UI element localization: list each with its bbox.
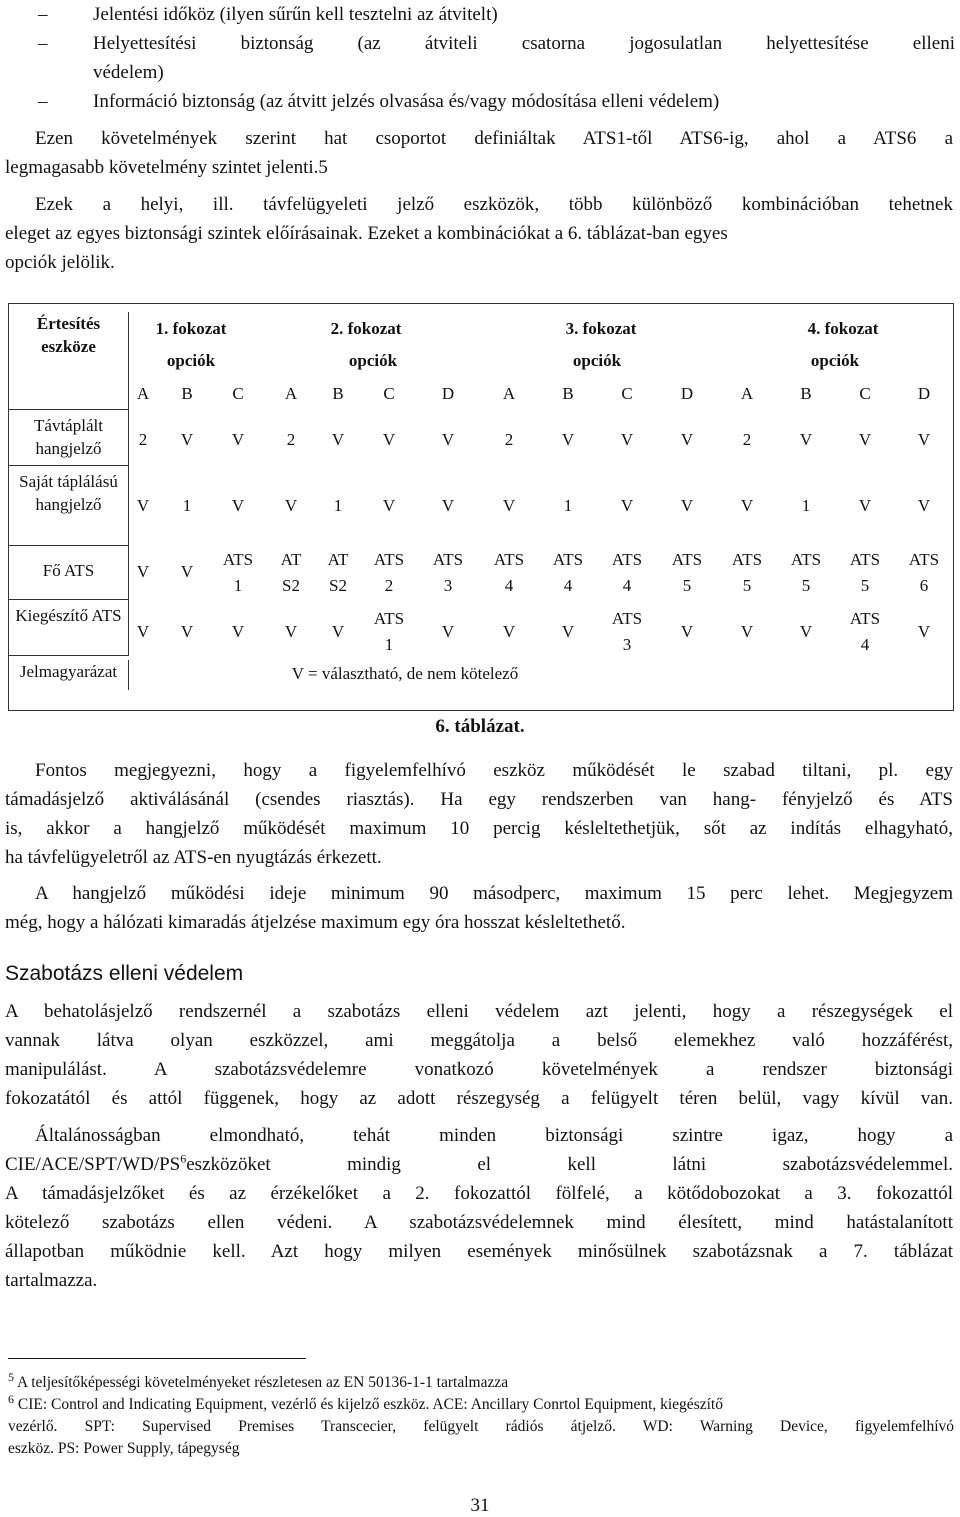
cell-own: V	[680, 496, 694, 515]
paragraph-line: eleget az egyes biztonsági szintek előírásainak. Ezeket a kombinációkat a 6. táblázat-ban egyes	[5, 223, 728, 244]
paragraph-line: még, hogy a hálózati kimaradás átjelzése maximum egy óra hosszat késleltethető.	[5, 912, 626, 933]
cell-aux: V	[331, 622, 345, 641]
cell-main: S2	[329, 576, 347, 595]
main-ats-label: Fő ATS	[9, 546, 129, 600]
cell-main: ATS	[552, 550, 584, 569]
paragraph-fragment: eszközöket mindig el kell látni szabotázsvédelemmel.	[186, 1154, 953, 1175]
cell-aux: V	[441, 622, 455, 641]
cell-own: V	[231, 496, 245, 515]
paragraph-line: Általánosságban elmondható, tehát minden biztonsági szintre igaz, hogy a	[35, 1125, 953, 1146]
cell-main: 4	[563, 576, 573, 595]
legend-label: Jelmagyarázat	[9, 660, 129, 690]
cell-remote: V	[382, 430, 396, 449]
cell-own: V	[382, 496, 396, 515]
cell-remote: V	[180, 430, 194, 449]
cell-main: V	[180, 562, 194, 581]
cell-remote: 2	[286, 430, 296, 449]
header-label: Értesítés eszköze	[9, 312, 129, 410]
dash-icon: –	[38, 33, 48, 54]
column-letter: A	[740, 384, 754, 403]
own-powered-siren-label: Saját táplálású hangjelző	[9, 466, 129, 546]
cell-aux: ATS	[849, 609, 881, 628]
cell-own: V	[441, 496, 455, 515]
grade-header: 3. fokozat	[565, 319, 637, 338]
cell-main: 5	[860, 576, 870, 595]
cell-main: 1	[233, 576, 243, 595]
cell-main: AT	[280, 550, 302, 569]
cell-main: ATS	[432, 550, 464, 569]
paragraph-line: Ezen követelmények szerint hat csoportot definiáltak ATS1-től ATS6-ig, ahol a ATS6 a	[35, 128, 953, 149]
paragraph-line: Fontos megjegyezni, hogy a figyelemfelhívó eszköz működését le szabad tiltani, pl. egy	[35, 760, 953, 781]
cell-own: 1	[563, 496, 573, 515]
table-caption: 6. táblázat.	[435, 716, 525, 737]
cell-remote: V	[799, 430, 813, 449]
cell-own: V	[740, 496, 754, 515]
column-letter: B	[332, 384, 344, 403]
options-header: opciók	[348, 351, 398, 370]
cell-main: ATS	[790, 550, 822, 569]
cell-aux: ATS	[611, 609, 643, 628]
paragraph-line: állapotban működnie kell. Azt hogy milyen események minősülnek szabotázsnak a 7. táblázat	[5, 1241, 953, 1262]
cell-remote: V	[917, 430, 931, 449]
grade-header: 4. fokozat	[807, 319, 879, 338]
cell-main: 4	[504, 576, 514, 595]
cell-main: V	[136, 562, 150, 581]
cell-aux: V	[180, 622, 194, 641]
cell-own: 1	[182, 496, 192, 515]
paragraph-line: kötelező szabotázs ellen védeni. A szabotázsvédelemnek mind élesített, mind hatástalanított	[5, 1212, 953, 1233]
cell-remote: V	[231, 430, 245, 449]
grade-header: 2. fokozat	[330, 319, 402, 338]
paragraph-line: is, akkor a hangjelző működését maximum 10 percig késleltethetjük, sőt az indítás elhagyható,	[5, 818, 953, 839]
cell-remote: V	[561, 430, 575, 449]
column-letter: A	[136, 384, 150, 403]
cell-main: 3	[443, 576, 453, 595]
cell-own: V	[136, 496, 150, 515]
abbrev-text: CIE/$ACE/SPT/WD/PS^6$	[5, 1151, 187, 1175]
cell-main: ATS	[493, 550, 525, 569]
paragraph-line: ha távfelügyeletről az ATS-en nyugtázás érkezett.	[5, 847, 382, 868]
options-table	[8, 303, 954, 711]
footnote-6-line: vezérlő. SPT: Supervised Premises Transcecier, felügyelt rádiós átjelző. WD: Warning Device, figyelemfelhívó	[8, 1418, 954, 1435]
aux-ats-label: Kiegészítő ATS	[9, 600, 129, 656]
paragraph-line: A hangjelző működési ideje minimum 90 másodperc, maximum 15 perc lehet. Megjegyzem	[35, 883, 953, 904]
cell-remote: V	[858, 430, 872, 449]
paragraph-line	[5, 1150, 953, 1179]
cell-aux: V	[799, 622, 813, 641]
cell-aux: V	[284, 622, 298, 641]
options-header: opciók	[166, 351, 216, 370]
cell-main: 5	[742, 576, 752, 595]
paragraph-line: tartalmazza.	[5, 1270, 98, 1291]
paragraph-line: opciók jelölik.	[5, 252, 115, 273]
paragraph-line: vannak látva olyan eszközzel, ami meggátolja a belső elemekhez való hozzáférést,	[5, 1030, 953, 1051]
cell-remote: V	[620, 430, 634, 449]
options-header: opciók	[572, 351, 622, 370]
paragraph-line: fokozatától és attól függenek, hogy az adott részegység a felügyelt téren belül, vagy kívül van.	[5, 1088, 953, 1109]
cell-main: ATS	[373, 550, 405, 569]
paragraph-line: A támadásjelzőket és az érzékelőket a 2. fokozattól fölfelé, a kötődobozokat a 3. fokozattól	[5, 1183, 953, 1204]
cell-main: ATS	[908, 550, 940, 569]
footnote-ref: 6	[180, 1151, 187, 1166]
cell-aux: V	[561, 622, 575, 641]
page-number: 31	[470, 1495, 490, 1516]
row-label-column	[9, 304, 129, 710]
legend-text: V = választható, de nem kötelező	[291, 664, 519, 683]
footnote-separator	[8, 1358, 306, 1359]
column-letter: B	[562, 384, 574, 403]
cell-main: ATS	[222, 550, 254, 569]
cell-aux: V	[136, 622, 150, 641]
cell-main: ATS	[671, 550, 703, 569]
cell-main: 4	[622, 576, 632, 595]
cell-remote: 2	[138, 430, 148, 449]
paragraph-line: Ezek a helyi, ill. távfelügyeleti jelző eszközök, több különböző kombinációban tehetnek	[35, 194, 953, 215]
column-letter: D	[680, 384, 694, 403]
grade-header: 1. fokozat	[155, 319, 227, 338]
cell-aux: V	[231, 622, 245, 641]
options-header: opciók	[810, 351, 860, 370]
dash-icon: –	[38, 4, 48, 25]
cell-aux: 1	[384, 635, 394, 654]
column-letter: C	[621, 384, 633, 403]
column-letter: C	[383, 384, 395, 403]
cell-remote: 2	[504, 430, 514, 449]
cell-remote: V	[441, 430, 455, 449]
cell-aux: 4	[860, 635, 870, 654]
cell-aux: ATS	[373, 609, 405, 628]
footnote-6: $^6$ CIE: Control and Indicating Equipment, vezérlő és kijelző eszköz. ACE: Ancillary Conrtol Equipment, kiegészítő	[8, 1391, 723, 1413]
cell-main: AT	[327, 550, 349, 569]
cell-main: 6	[919, 576, 929, 595]
cell-remote: V	[331, 430, 345, 449]
column-letter: A	[502, 384, 516, 403]
cell-own: V	[502, 496, 516, 515]
paragraph-line: legmagasabb követelmény szintet jelenti.5	[5, 157, 328, 178]
column-letter: B	[181, 384, 193, 403]
cell-main: S2	[282, 576, 300, 595]
column-letter: D	[917, 384, 931, 403]
column-letter: D	[441, 384, 455, 403]
paragraph-line: manipulálást. A szabotázsvédelemre vonatkozó követelmények a rendszer biztonsági	[5, 1059, 953, 1080]
footnote-5: $^5$ A teljesítőképességi követelményeket részletesen az EN 50136-1-1 tartalmazza	[8, 1369, 509, 1391]
cell-own: 1	[333, 496, 343, 515]
cell-own: V	[620, 496, 634, 515]
cell-main: ATS	[731, 550, 763, 569]
remote-siren-label: Távtáplált hangjelző	[9, 410, 129, 466]
column-letter: C	[859, 384, 871, 403]
cell-aux: V	[917, 622, 931, 641]
cell-remote: V	[680, 430, 694, 449]
footnote-6-line: eszköz. PS: Power Supply, tápegység	[8, 1440, 240, 1457]
cell-aux: 3	[622, 635, 632, 654]
cell-aux: V	[502, 622, 516, 641]
cell-main: 5	[682, 576, 692, 595]
cell-own: V	[858, 496, 872, 515]
cell-aux: V	[680, 622, 694, 641]
cell-aux: V	[740, 622, 754, 641]
cell-own: 1	[801, 496, 811, 515]
column-letter: A	[284, 384, 298, 403]
cell-remote: 2	[742, 430, 752, 449]
document-page: – Jelentési időköz (ilyen sűrűn kell tesztelni az átvitelt) – Helyettesítési biztonság (az átviteli csatorna jogosulatlan helyettesítése elleni védelem) – Információ biztonság (az átvitt jelzés olvasása és/vagy módosítása elleni védelem) Ezen követelmények szerint hat csoportot definiáltak ATS1-től ATS6-ig, ahol a ATS6 a legmagasabb követelmény szintet jelenti.5 Ezek a helyi, ill. távfelügyeleti jelző eszközök, több különböző kombinációban tehetnek eleget az egyes biztonsági szintek előírásainak. Ezeket a kombinációkat a 6. táblázat-ban egyes opciók jelölik. Értesítés eszköze Távtáplált hangjelző Saját táplálású hangjelző Fő ATS Kiegészítő ATS Jelmagyarázat 1. fokozat 2. fokozat 3. fokozat 4. fokozat opciók opciók opciók opciók A B C A B C D A B C D A B C D 2 V V 2 V V V 2 V V V 2 V V V V 1 V V 1 V V V 1 V V V 1 V V V V ATS 1 AT S2 AT S2 ATS 2 ATS 3 ATS 4 ATS 4 ATS 4 ATS 5 ATS 5 ATS 5 ATS 5 ATS 6 V V V V V ATS 1 V V V ATS 3 V V V ATS 4 V V = választható, de nem kötelező 6. táblázat. Fontos megjegyezni, hogy a figyelemfelhívó eszköz működését le szabad tiltani, pl. egy támadásjelző aktiválásánál (csendes riasztás). Ha egy rendszerben van hang- fényjelző és ATS is, akkor a hangjelző működését maximum 10 percig késleltethetjük, sőt az indítás elhagyható, ha távfelügyeletről az ATS-en nyugtázás érkezett. A hangjelző működési ideje minimum 90 másodperc, maximum 15 perc lehet. Megjegyzem még, hogy a hálózati kimaradás átjelzése maximum egy óra hosszat késleltethető. Szabotázs elleni védelem A behatolásjelző rendszernél a szabotázs elleni védelem azt jelenti, hogy a részegységek el vannak látva olyan eszközzel, ami meggátolja a belső elemekhez való hozzáférést, manipulálást. A szabotázsvédelemre vonatkozó követelmények a rendszer biztonsági fokozatától és attól függenek, hogy az adott részegység a felügyelt téren belül, vagy kívül van. Általánosságban elmondható, tehát minden biztonsági szintre igaz, hogy a CIE/$ACE/SPT/WD/PS^6$ eszközöket mindig el kell látni szabotázsvédelemmel. A támadásjelzőket és az érzékelőket a 2. fokozattól fölfelé, a kötődobozokat a 3. fokozattól kötelező szabotázs ellen védeni. A szabotázsvédelemnek mind élesített, mind hatástalanított állapotban működnie kell. Azt hogy milyen események minősülnek szabotázsnak a 7. táblázat tartalmazza. $^5$ A teljesítőképességi követelményeket részletesen az EN 50136-1-1 tartalmazza $^6$ CIE: Control and Indicating Equipment, vezérlő és kijelző eszköz. ACE: Ancillary Conrtol Equipment, kiegészítő vezérlő. SPT: Supervised Premises Transcecier, felügyelt rádiós átjelző. WD: Warning Device, figyelemfelhívó eszköz. PS: Power Supply, tápegység 31	[0, 0, 960, 1517]
cell-main: 2	[384, 576, 394, 595]
cell-main: ATS	[611, 550, 643, 569]
paragraph-line: támadásjelző aktiválásánál (csendes riasztás). Ha egy rendszerben van hang- fényjelző és ATS	[5, 789, 953, 810]
cell-own: V	[917, 496, 931, 515]
cell-main: 5	[801, 576, 811, 595]
cell-own: V	[284, 496, 298, 515]
column-letter: C	[232, 384, 244, 403]
column-letter: B	[800, 384, 812, 403]
dash-icon: –	[38, 91, 48, 112]
paragraph-line: A behatolásjelző rendszernél a szabotázs elleni védelem azt jelenti, hogy a részegységek el	[5, 1001, 953, 1022]
section-heading: Szabotázs elleni védelem	[5, 962, 244, 985]
cell-main: ATS	[849, 550, 881, 569]
